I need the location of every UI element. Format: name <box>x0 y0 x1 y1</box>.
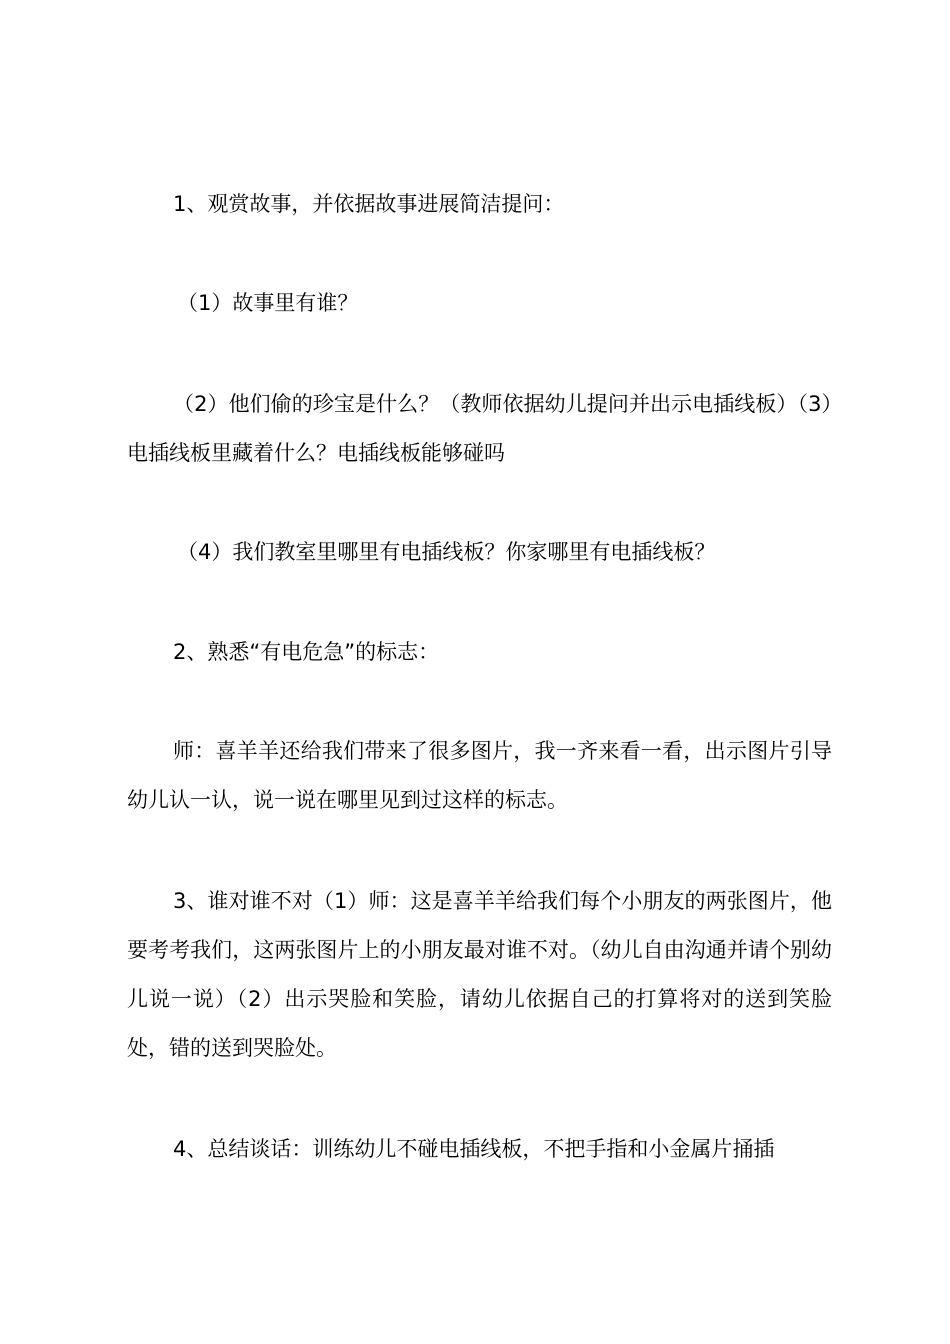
paragraph-question-1: （1）故事里有谁？ <box>177 291 359 315</box>
paragraph-step-3-right-wrong: 3、谁对谁不对（1）师：这是喜羊羊给我们每个小朋友的两张图片，他要考考我们，这两张图片上的小朋友最对谁不对。（幼儿自由沟通并请个别幼儿说一说）（2）出示哭脸和笑脸，请幼儿依据自己的打算将对的送到笑脸处，错的送到哭脸处。 <box>127 889 832 1060</box>
paragraph-step-2-danger-sign: 2、熟悉“有电危急”的标志： <box>173 640 440 664</box>
paragraph-step-1-watch-story: 1、观赏故事，并依据故事进展简洁提问： <box>173 192 565 216</box>
paragraph-questions-2-3: （2）他们偷的珍宝是什么？（教师依据幼儿提问并出示电插线板）（3）电插线板里藏着什么？电插线板能够碰吗 <box>127 392 832 465</box>
paragraph-step-4-summary: 4、总结谈话：训练幼儿不碰电插线板，不把手指和小金属片捅插 <box>173 1137 775 1161</box>
paragraph-question-4: （4）我们教室里哪里有电插线板？你家哪里有电插线板？ <box>177 540 716 564</box>
paragraph-teacher-pictures: 师：喜羊羊还给我们带来了很多图片，我一齐来看一看，出示图片引导幼儿认一认，说一说在哪里见到过这样的标志。 <box>127 739 832 812</box>
